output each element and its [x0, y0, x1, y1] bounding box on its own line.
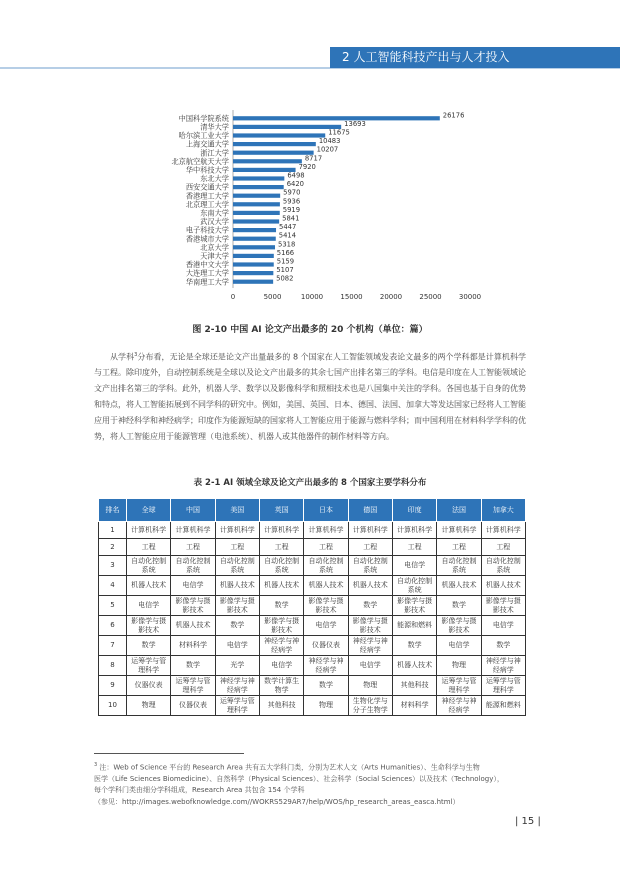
category-label: 香港中文大学	[185, 260, 229, 270]
subject-cell: 机器人技术	[215, 576, 259, 596]
table-header-cell: 日本	[304, 499, 348, 522]
table-row	[99, 556, 526, 576]
bar	[233, 280, 273, 284]
subject-cell: 能源和燃料	[392, 616, 436, 636]
subject-cell: 运筹学与管理科学	[215, 696, 259, 716]
category-label: 天津大学	[200, 251, 229, 261]
subject-cell: 机器人技术	[259, 576, 303, 596]
value-label: 5936	[282, 197, 301, 206]
subject-cell: 自动化控制系统	[348, 556, 392, 576]
category-label: 北京大学	[200, 242, 229, 252]
subject-cell: 影像学与摄影技术	[481, 596, 525, 616]
subject-cell: 电信学	[171, 576, 215, 596]
rank-cell: 3	[99, 556, 127, 576]
category-label: 香港城市大学	[185, 234, 229, 244]
subject-cell: 计算机科学	[392, 522, 436, 539]
subject-cell: 数学	[215, 616, 259, 636]
subject-cell: 机器人技术	[392, 656, 436, 676]
bar	[233, 219, 279, 223]
subject-cell: 自动化控制系统	[171, 556, 215, 576]
subject-cell: 自动化控制系统	[215, 556, 259, 576]
subject-cell: 数学	[304, 676, 348, 696]
subject-cell: 仪器仪表	[304, 636, 348, 656]
x-tick-label: 10000	[300, 293, 324, 301]
subject-cell: 计算机科学	[215, 522, 259, 539]
subject-cell: 仪器仪表	[171, 696, 215, 716]
subject-cell: 自动化控制系统	[304, 556, 348, 576]
subject-cell: 影像学与摄影技术	[127, 616, 171, 636]
bar	[233, 262, 274, 266]
category-label: 北京航空航天大学	[171, 156, 229, 166]
value-label: 6498	[287, 171, 305, 180]
bar	[233, 202, 280, 206]
rank-cell: 4	[99, 576, 127, 596]
subject-cell: 电信学	[392, 556, 436, 576]
section-title: 2 人工智能科技产出与人才投入	[342, 50, 510, 64]
rank-cell: 7	[99, 636, 127, 656]
value-label: 10483	[318, 137, 341, 146]
subject-cell: 计算机科学	[259, 522, 303, 539]
subject-cell: 计算机科学	[127, 522, 171, 539]
header-divider	[0, 67, 620, 69]
category-label: 香港理工大学	[185, 191, 229, 201]
page-number: | 15 |	[515, 816, 541, 827]
bar	[233, 168, 296, 172]
subject-cell: 电信学	[348, 656, 392, 676]
table-header-cell: 英国	[259, 499, 303, 522]
subject-cell: 影像学与摄影技术	[304, 596, 348, 616]
subject-cell: 电信学	[481, 616, 525, 636]
category-label: 东北大学	[200, 174, 229, 184]
subject-cell: 影像学与摄影技术	[348, 616, 392, 636]
subject-cell: 仪器仪表	[127, 676, 171, 696]
subject-cell: 影像学与摄影技术	[437, 616, 481, 636]
subject-cell: 机器人技术	[171, 616, 215, 636]
subject-cell: 机器人技术	[437, 576, 481, 596]
subject-cell: 材料科学	[392, 696, 436, 716]
bar	[233, 125, 341, 129]
subject-cell: 运筹学与管理科学	[437, 676, 481, 696]
subject-cell: 计算机科学	[437, 522, 481, 539]
subject-cell: 机器人技术	[127, 576, 171, 596]
category-label: 西安交通大学	[185, 182, 229, 192]
category-label: 浙江大学	[200, 148, 229, 158]
value-label: 5166	[276, 248, 295, 257]
table-header-cell: 法国	[437, 499, 481, 522]
subject-cell: 工程	[392, 539, 436, 556]
subject-cell: 电信学	[215, 636, 259, 656]
table-row	[99, 616, 526, 636]
rank-cell: 8	[99, 656, 127, 676]
table-header-cell: 加拿大	[481, 499, 525, 522]
bar	[233, 151, 314, 155]
subject-cell: 电信学	[437, 636, 481, 656]
subject-cell: 数学	[392, 636, 436, 656]
subject-cell: 工程	[481, 539, 525, 556]
table-row	[99, 539, 526, 556]
x-tick-label: 20000	[379, 293, 403, 301]
value-label: 5318	[278, 240, 296, 249]
body-paragraph	[94, 348, 526, 444]
subject-cell: 工程	[437, 539, 481, 556]
footnote-line-2: 医学（Life Sciences Biomedicine）、自然科学（Physical Sciences）、社会科学（Social Sciences）以及技术（Technology），	[94, 774, 504, 783]
paragraph-text-start: 从学科	[110, 352, 135, 362]
paragraph-text-rest: 分布看，无论是全球还是论文产出量最多的 8 个国家在人工智能领域发表论文最多的两个学科都是计算机科学与工程。除印度外，自动控制系统是全球以及论文产出最多的其余七国产出排名第三的学科。电信是印度在人工智能领域论文产出排名第三的学科。此外，机器人学、数学以及影像科学和照相技术也是八国集中关注的学科。各国也基于自身的优势和特点，将人工智能拓展到不同学科的研究中。例如，美国、英国、日本、德国、法国、加拿大等发达国家已经将人工智能应用于神经科学和神经病学；印度作为能源短缺的国家将人工智能应用于能源与燃料学科；而中国利用在材料科学学科的优势，将人工智能应用于能源管理（电池系统）、机器人或其他器件的制作材料等方向。	[94, 352, 527, 441]
value-label: 10207	[316, 145, 339, 154]
subject-cell: 工程	[259, 539, 303, 556]
bar	[233, 185, 284, 189]
institution-bar-chart	[0, 100, 620, 320]
subject-cell: 物理	[304, 696, 348, 716]
table-row	[99, 596, 526, 616]
rank-cell: 2	[99, 539, 127, 556]
value-label: 13693	[344, 119, 366, 128]
x-tick-label: 25000	[419, 293, 442, 301]
value-label: 5414	[278, 231, 297, 240]
x-tick-label: 0	[230, 293, 236, 301]
rank-cell: 6	[99, 616, 127, 636]
category-label: 武汉大学	[200, 217, 229, 227]
table-header-cell: 德国	[348, 499, 392, 522]
rank-cell: 10	[99, 696, 127, 716]
footnote-marker: 3	[94, 762, 98, 768]
subject-cell: 数学计算生物学	[259, 676, 303, 696]
table-row	[99, 636, 526, 656]
subject-cell: 电信学	[304, 616, 348, 636]
section-header-banner	[330, 47, 620, 68]
category-label: 大连理工大学	[185, 268, 229, 278]
subject-cell: 自动化控制系统	[437, 556, 481, 576]
subject-cell: 影像学与摄影技术	[215, 596, 259, 616]
value-label: 5159	[276, 257, 295, 266]
subject-cell: 物理	[437, 656, 481, 676]
bar	[233, 176, 284, 180]
subject-cell: 工程	[127, 539, 171, 556]
subject-distribution-table	[98, 498, 526, 716]
figure-caption: 图 2-10 中国 AI 论文产出最多的 20 个机构（单位：篇）	[192, 325, 428, 335]
table-row	[99, 696, 526, 716]
footnote-line-1: 注：Web of Science 平台的 Research Area 共有五大学科门类，分别为艺术人文（Arts Humanities）、生命科学与生物	[99, 763, 480, 772]
table-header-cell: 美国	[215, 499, 259, 522]
subject-cell: 其他科技	[392, 676, 436, 696]
category-label: 上海交通大学	[185, 139, 229, 149]
subject-cell: 神经学与神经病学	[437, 696, 481, 716]
rank-cell: 9	[99, 676, 127, 696]
bar	[233, 254, 274, 258]
subject-cell: 材料科学	[171, 636, 215, 656]
category-label: 清华大学	[200, 122, 229, 132]
subject-cell: 机器人技术	[348, 576, 392, 596]
category-label: 华中科技大学	[185, 165, 229, 175]
category-label: 东南大学	[200, 208, 229, 218]
subject-cell: 神经学与神经病学	[259, 636, 303, 656]
subject-cell: 数学	[127, 636, 171, 656]
bar	[233, 237, 276, 241]
subject-cell: 生物化学与分子生物学	[348, 696, 392, 716]
table-header-cell: 印度	[392, 499, 436, 522]
subject-cell: 自动化控制系统	[127, 556, 171, 576]
value-label: 5447	[279, 223, 297, 232]
subject-cell: 自动化控制系统	[481, 556, 525, 576]
footnote	[94, 760, 534, 808]
subject-cell: 电信学	[127, 596, 171, 616]
subject-cell: 影像学与摄影技术	[392, 596, 436, 616]
footnote-divider	[94, 753, 244, 754]
bar	[233, 159, 302, 163]
subject-cell: 物理	[348, 676, 392, 696]
table-header-cell: 排名	[99, 499, 127, 522]
value-label: 5107	[276, 266, 294, 275]
value-label: 5082	[276, 274, 294, 283]
subject-cell: 光学	[215, 656, 259, 676]
subject-cell: 神经学与神经病学	[348, 636, 392, 656]
subject-cell: 影像学与摄影技术	[259, 616, 303, 636]
x-tick-label: 30000	[458, 293, 482, 301]
value-label: 11675	[328, 128, 350, 137]
subject-cell: 运筹学与管理科学	[171, 676, 215, 696]
rank-cell: 5	[99, 596, 127, 616]
subject-cell: 其他科技	[259, 696, 303, 716]
bar	[233, 194, 280, 198]
bar	[233, 245, 275, 249]
subject-cell: 能源和燃料	[481, 696, 525, 716]
x-tick-label: 15000	[340, 293, 363, 301]
subject-cell: 机器人技术	[304, 576, 348, 596]
subject-cell: 影像学与摄影技术	[171, 596, 215, 616]
subject-cell: 神经学与神经病学	[304, 656, 348, 676]
table-row	[99, 676, 526, 696]
value-label: 5841	[282, 214, 300, 223]
table-row	[99, 576, 526, 596]
subject-cell: 计算机科学	[348, 522, 392, 539]
subject-cell: 计算机科学	[481, 522, 525, 539]
subject-cell: 工程	[171, 539, 215, 556]
subject-cell: 神经学与神经病学	[215, 676, 259, 696]
category-label: 中国科学院系统	[178, 113, 229, 123]
footnote-line-3: 每个学科门类由细分学科组成，Research Area 共包含 154 个学科	[94, 786, 305, 795]
bar	[233, 211, 280, 215]
value-label: 5919	[282, 205, 301, 214]
subject-cell: 运筹学与管理科学	[127, 656, 171, 676]
subject-cell: 数学	[348, 596, 392, 616]
subject-cell: 物理	[127, 696, 171, 716]
value-label: 6420	[286, 180, 305, 189]
bar	[233, 116, 440, 120]
category-label: 电子科技大学	[185, 225, 229, 235]
subject-cell: 机器人技术	[481, 576, 525, 596]
value-label: 5970	[283, 188, 301, 197]
footnote-line-4: （参见：http://images.webofknowledge.com//WOKRS529AR7/help/WOS/hp_research_areas_easca.html）	[94, 797, 460, 806]
value-label: 7920	[298, 162, 316, 171]
bar	[233, 271, 273, 275]
value-label: 26176	[442, 111, 465, 120]
table-row	[99, 656, 526, 676]
table-header-row	[99, 499, 526, 522]
subject-cell: 运筹学与管理科学	[481, 676, 525, 696]
subject-cell: 计算机科学	[304, 522, 348, 539]
subject-cell: 工程	[304, 539, 348, 556]
subject-cell: 工程	[348, 539, 392, 556]
category-label: 华南理工大学	[185, 277, 229, 287]
footnote-ref: 3	[134, 352, 138, 358]
subject-cell: 数学	[481, 636, 525, 656]
subject-cell: 神经学与神经病学	[481, 656, 525, 676]
bar	[233, 133, 325, 137]
value-label: 8717	[304, 154, 323, 163]
table-header-cell: 全球	[127, 499, 171, 522]
subject-cell: 数学	[171, 656, 215, 676]
table-row	[99, 522, 526, 539]
x-tick-label: 5000	[263, 293, 282, 301]
category-label: 北京理工大学	[185, 199, 229, 209]
bar	[233, 228, 276, 232]
table-header-cell: 中国	[171, 499, 215, 522]
subject-cell: 自动化控制系统	[259, 556, 303, 576]
subject-cell: 工程	[215, 539, 259, 556]
category-label: 哈尔滨工业大学	[178, 131, 229, 141]
subject-cell: 数学	[259, 596, 303, 616]
bar	[233, 142, 316, 146]
subject-cell: 电信学	[259, 656, 303, 676]
subject-cell: 数学	[437, 596, 481, 616]
table-caption: 表 2-1 AI 领域全球及论文产出最多的 8 个国家主要学科分布	[193, 478, 427, 488]
subject-cell: 计算机科学	[171, 522, 215, 539]
subject-cell: 自动化控制系统	[392, 576, 436, 596]
rank-cell: 1	[99, 522, 127, 539]
